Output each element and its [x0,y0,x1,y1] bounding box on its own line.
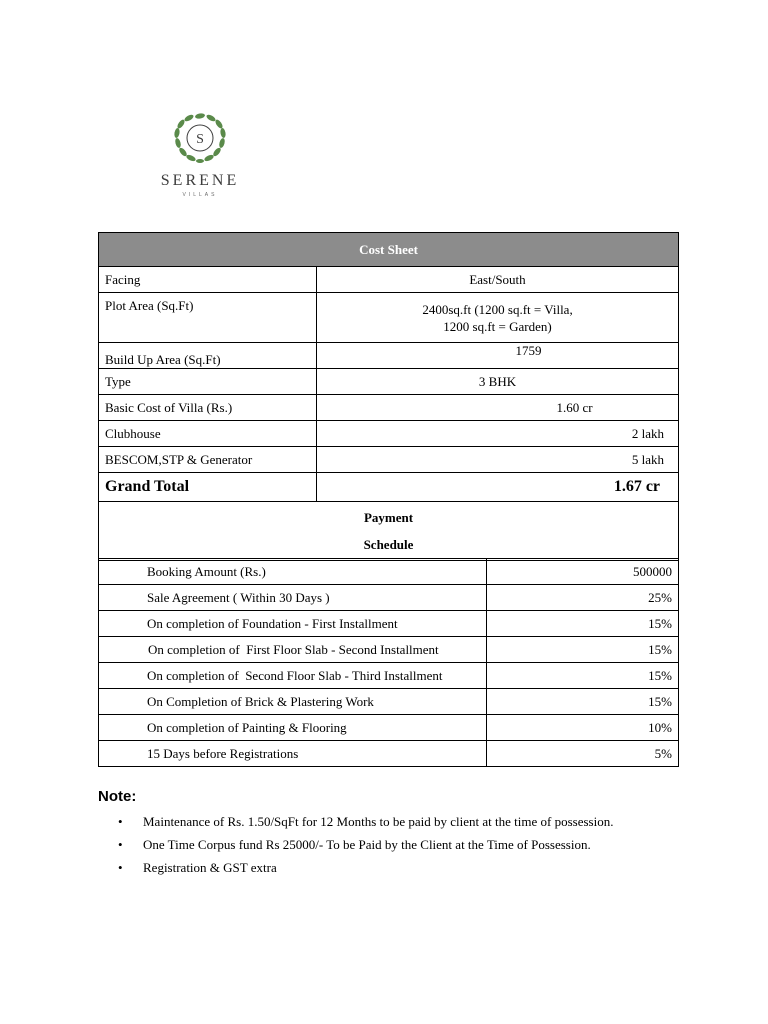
list-item [114,835,634,855]
schedule-desc: 15 Days before Registrations [99,741,487,767]
payment-title-line1: Payment [363,510,414,525]
schedule-value: 5% [487,741,679,767]
cost-sheet-title: Cost Sheet [99,233,679,267]
bullet-icon: • [118,814,123,829]
table-row [99,395,679,421]
row-label: Build Up Area (Sq.Ft) [99,343,317,369]
payment-schedule-table [98,558,679,767]
list-item [114,858,634,878]
logo-wordmark: SERENE [160,172,240,189]
schedule-value: 15% [487,663,679,689]
schedule-desc: On completion of Painting & Flooring [99,715,487,741]
schedule-value: 15% [487,689,679,715]
row-label: Plot Area (Sq.Ft) [99,293,317,343]
schedule-desc: Booking Amount (Rs.) [99,559,487,585]
table-row [99,267,679,293]
schedule-value: 15% [487,637,679,663]
row-label: Facing [99,267,317,293]
table-row [99,715,679,741]
note-title: Note: [98,788,137,805]
schedule-desc: On completion of Foundation - First Installment [99,611,487,637]
table-row [99,611,679,637]
table-row [99,741,679,767]
table-row [99,663,679,689]
plot-area-line1: 2400sq.ft (1200 sq.ft = Villa, [422,301,573,317]
schedule-value: 10% [487,715,679,741]
row-label: Basic Cost of Villa (Rs.) [99,395,317,421]
row-label: BESCOM,STP & Generator [99,447,317,473]
row-value: 3 BHK [317,369,679,395]
plot-area-line2: 1200 sq.ft = Garden) [443,318,552,334]
list-item [114,812,634,832]
schedule-value: 15% [487,611,679,637]
table-row [99,447,679,473]
logo-subtitle: VILLAS [182,192,218,198]
row-label: Clubhouse [99,421,317,447]
schedule-value: 25% [487,585,679,611]
row-label: Type [99,369,317,395]
note-text: Registration & GST extra [143,860,277,875]
bullet-icon: • [118,837,123,852]
grand-total-row [99,473,679,502]
table-row [99,585,679,611]
grand-total-label: Grand Total [99,473,317,502]
schedule-desc: Sale Agreement ( Within 30 Days ) [99,585,487,611]
table-row [99,343,679,369]
table-row [99,637,679,663]
note-text: Maintenance of Rs. 1.50/SqFt for 12 Months to be paid by client at the time of possession. [143,814,614,829]
table-row [99,293,679,343]
row-value: 2 lakh [317,421,679,447]
note-text: One Time Corpus fund Rs 25000/- To be Paid by the Client at the Time of Possession. [143,837,591,852]
notes-list [114,812,634,881]
table-row [99,559,679,585]
payment-schedule-title [99,502,679,561]
table-row [99,689,679,715]
serene-villas-logo [145,108,265,203]
row-value: East/South [317,267,679,293]
bullet-icon: • [118,860,123,875]
table-row [99,369,679,395]
grand-total-value: 1.67 cr [317,473,679,502]
laurel-wreath-icon [145,108,255,170]
schedule-desc: On completion of First Floor Slab - Second Installment [99,637,487,663]
table-row [99,421,679,447]
schedule-desc: On Completion of Brick & Plastering Work [99,689,487,715]
row-value: 1.60 cr [317,395,679,421]
payment-title-line2: Schedule [363,537,414,552]
schedule-value: 500000 [487,559,679,585]
logo-initial: S [196,132,204,147]
row-value: 5 lakh [317,447,679,473]
row-value [317,293,679,343]
cost-sheet-table [98,232,679,561]
schedule-desc: On completion of Second Floor Slab - Third Installment [99,663,487,689]
row-value: 1759 [317,343,679,369]
